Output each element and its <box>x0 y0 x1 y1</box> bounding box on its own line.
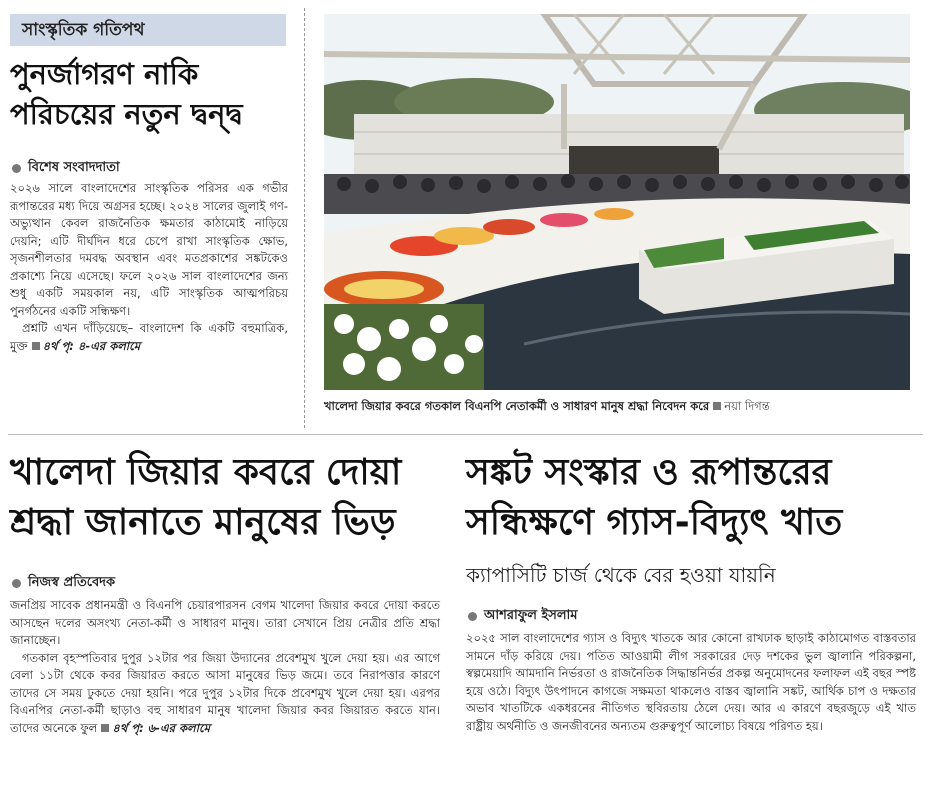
left-headline-line1: পুনর্জাগরণ নাকি <box>10 57 199 91</box>
bottom-left-para-2-text: গতকাল বৃহস্পতিবার দুপুর ১২টার পর জিয়া উদ্যানের প্রবেশমুখ খুলে দেয়া হয়। এর আগে বেলা ১১টা থেকে কবর জিয়ারত করতে আসা মানুষের ভিড় জমে। তবে নিরাপত্তার কারণে তাদের সে সময় ঢুকতে দেয়া হয়নি। পরে দুপুর ১২টার দিকে প্রবেশমুখ খুলে দেয়া হয়। এরপর বিএনপির নেতা-কর্মী ছাড়াও বহু সাধারণ মানুষ খালেদা জিয়ার কবর জিয়ারত করতে যান। তাদের অনেকে ফুল <box>10 650 440 735</box>
bottom-right-para-1: ২০২৫ সাল বাংলাদেশের গ্যাস ও বিদ্যুৎ খাতকে আর কোনো রাখঢাক ছাড়াই কাঠামোগত বাস্তবতার সামনে দাঁড় করিয়ে দেয়। পতিত আওয়ামী লীগ সরকারের দেড় দশকের ভুল জ্বালানি পরিকল্পনা, স্বল্পমেয়াদি আমদানি নির্ভরতা ও রাজনৈতিক সিদ্ধান্তনির্ভর প্রকল্প অনুমোদনের ফলাফল এই বছর স্পষ্ট হয়ে ওঠে। বিদ্যুৎ উৎপাদনে কাগজে সক্ষমতা থাকলেও বাস্তব জ্বালানি সঙ্কট, আর্থিক চাপ ও দক্ষতার অভাব খাতটিকে একধরনের নীতিগত স্থবিরতায় ঠেলে দেয়। আর এ কারণে বছরজুড়ে এই খাত রাষ্ট্রীয় অর্থনীতি ও জনজীবনের অন্যতম গুরুত্বপূর্ণ আলোচ্য বিষয়ে পরিণত হয়। <box>466 631 916 733</box>
byline-bullet-icon <box>12 164 21 173</box>
section-divider <box>8 434 923 435</box>
bottom-left-headline[interactable] <box>10 448 450 548</box>
left-para-2-text: প্রশ্নটি এখন দাঁড়িয়েছে– বাংলাদেশ কি একটি বহুমাত্রিক, মুক্ত <box>10 321 288 353</box>
news-photo <box>324 14 910 390</box>
bottom-right-headline[interactable] <box>466 448 926 548</box>
bottom-right-subheadline: ক্যাপাসিটি চার্জ থেকে বের হওয়া যায়নি <box>466 563 776 587</box>
left-para-1: ২০২৬ সালে বাংলাদেশের সাংস্কৃতিক পরিসর এক গভীর রূপান্তরের মধ্য দিয়ে অগ্রসর হচ্ছে। ২০২৪ সালের জুলাই গণ-অভ্যুত্থান কেবল রাজনৈতিক ক্ষমতার কাঠামোই নাড়িয়ে দেয়নি; এটি দীর্ঘদিন ধরে চেপে রাখা সাংস্কৃতিক ক্ষোভ, সৃজনশীলতার দমবদ্ধ অবস্থান এবং মতপ্রকাশের সঙ্কটকেও প্রকাশ্যে নিয়ে এসেছে। ফলে ২০২৬ সাল বাংলাদেশের জন্য শুধু একটি সময়কাল নয়, এটি সাংস্কৃতিক আত্মপরিচয় পুনর্গঠনের একটি সন্ধিক্ষণ। <box>10 181 288 318</box>
bottom-left-para-1: জনপ্রিয় সাবেক প্রধানমন্ত্রী ও বিএনপি চেয়ারপারসন বেগম খালেদা জিয়ার কবরে দোয়া করতে আসছেন দলের অসংখ্য নেতা-কর্মী ও সাধারণ মানুষ। তারা সেখানে প্রিয় নেত্রীর প্রতি শ্রদ্ধা জানাচ্ছেন। <box>10 598 440 647</box>
bottom-right-byline-text: আশরাফুল ইসলাম <box>484 608 578 623</box>
bottom-right-headline-line2: সন্ধিক্ষণে গ্যাস-বিদ্যুৎ খাত <box>466 502 843 543</box>
jump-square-icon <box>101 724 109 732</box>
bottom-left-para-2 <box>10 650 440 738</box>
left-headline-line2: পরিচয়ের নতুন দ্বন্দ্ব <box>10 97 243 131</box>
bottom-left-headline-line2: শ্রদ্ধা জানাতে মানুষের ভিড় <box>10 502 396 543</box>
photo-credit: নয়া দিগন্ত <box>724 399 770 413</box>
bottom-left-headline-line1: খালেদা জিয়ার কবরে দোয়া <box>10 452 402 493</box>
bottom-left-byline <box>12 573 115 594</box>
left-byline-text: বিশেষ সংবাদদাতা <box>28 160 120 175</box>
left-article-body <box>10 180 288 355</box>
bottom-left-article-body <box>10 597 440 737</box>
bottom-left-jump-link[interactable]: ৪র্থ পৃ: ৬-এর কলামে <box>112 720 210 735</box>
section-kicker: সাংস্কৃতিক গতিপথ <box>10 14 286 46</box>
bottom-right-article-body <box>466 630 916 735</box>
jump-square-icon <box>32 342 40 350</box>
photo-caption-text: খালেদা জিয়ার কবরে গতকাল বিএনপি নেতাকর্মী ও সাধারণ মানুষ শ্রদ্ধা নিবেদন করে <box>324 399 710 413</box>
left-jump-link[interactable]: ৪র্থ পৃ: ৪-এর কলামে <box>42 338 141 353</box>
byline-bullet-icon <box>12 579 21 588</box>
left-para-2 <box>10 320 288 355</box>
left-byline <box>12 158 120 179</box>
bottom-left-byline-text: নিজস্ব প্রতিবেদক <box>28 575 116 590</box>
column-divider <box>304 8 305 428</box>
byline-bullet-icon <box>468 612 477 621</box>
bottom-right-headline-line1: সঙ্কট সংস্কার ও রূপান্তরের <box>466 452 832 493</box>
news-photo-illustration <box>324 14 910 390</box>
photo-caption <box>324 398 910 417</box>
left-headline[interactable] <box>10 54 300 134</box>
bottom-right-byline <box>468 606 578 627</box>
credit-square-icon <box>713 402 721 410</box>
